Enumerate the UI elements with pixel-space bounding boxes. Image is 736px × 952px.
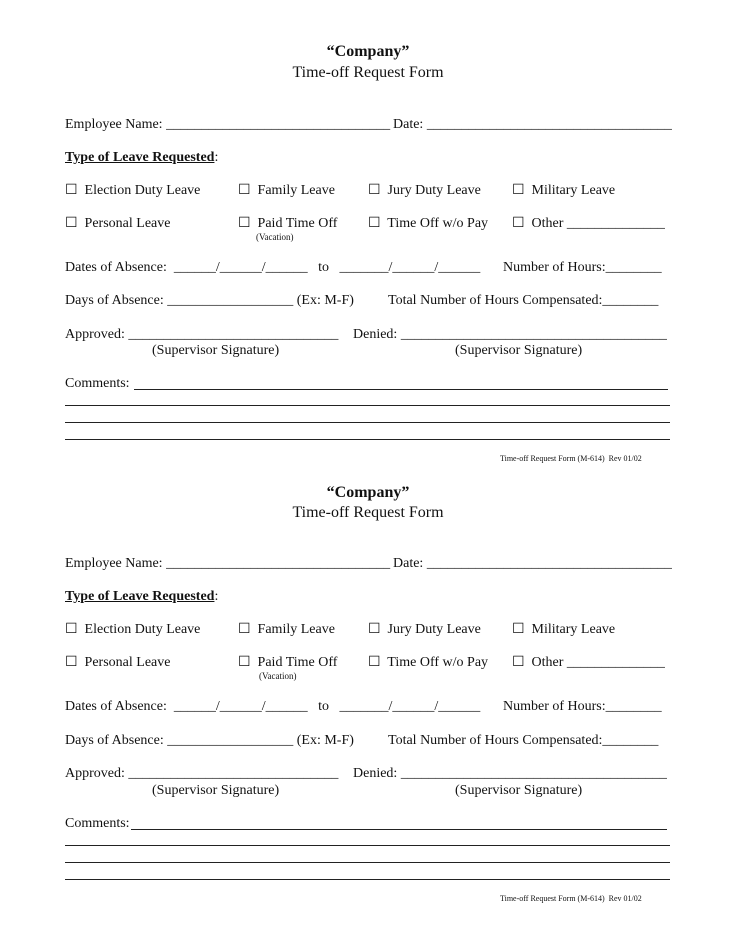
type-of-leave-heading — [65, 151, 218, 165]
comments-line[interactable] — [134, 389, 668, 390]
checkbox-time-off-without-pay[interactable]: ☐ Time Off w/o Pay — [368, 655, 489, 670]
dates-of-absence-field[interactable]: Dates of Absence: ______/______/______ to _______/______/______ — [65, 699, 481, 714]
comments-label: Comments: — [65, 816, 130, 831]
comments-line[interactable] — [65, 862, 670, 863]
company-title: “Company” — [326, 43, 410, 60]
form-title: Time-off Request Form — [292, 504, 444, 521]
vacation-note: (Vacation) — [256, 232, 294, 242]
checkbox-military-leave[interactable]: ☐ Military Leave — [512, 183, 616, 198]
type-of-leave-heading — [65, 590, 218, 604]
checkbox-election-duty-leave[interactable]: ☐ Election Duty Leave — [65, 183, 201, 198]
checkbox-paid-time-off[interactable]: ☐ Paid Time Off — [238, 655, 338, 670]
denied-supervisor-signature-caption: (Supervisor Signature) — [455, 783, 583, 798]
number-of-hours-field[interactable]: Number of Hours:________ — [503, 260, 662, 275]
type-heading-text: Type of Leave Requested — [65, 589, 215, 604]
checkbox-other[interactable]: ☐ Other ______________ — [512, 216, 665, 231]
company-title: “Company” — [326, 484, 410, 501]
approved-signature-field[interactable]: Approved: ______________________________ — [65, 327, 339, 342]
form-footer: Time-off Request Form (M-614) Rev 01/02 — [500, 894, 642, 903]
date-field[interactable]: Date: ___________________________________ — [393, 117, 672, 132]
checkbox-personal-leave[interactable]: ☐ Personal Leave — [65, 216, 171, 231]
checkbox-military-leave[interactable]: ☐ Military Leave — [512, 622, 616, 637]
employee-name-field[interactable]: Employee Name: ________________________________ — [65, 556, 391, 571]
total-hours-compensated-field[interactable]: Total Number of Hours Compensated:________ — [388, 293, 659, 308]
form-title: Time-off Request Form — [292, 64, 444, 81]
form-footer: Time-off Request Form (M-614) Rev 01/02 — [500, 454, 642, 463]
checkbox-family-leave[interactable]: ☐ Family Leave — [238, 183, 335, 198]
denied-signature-field[interactable]: Denied: ______________________________________ — [353, 766, 667, 781]
comments-line[interactable] — [65, 405, 670, 406]
checkbox-paid-time-off[interactable]: ☐ Paid Time Off — [238, 216, 338, 231]
comments-line[interactable] — [131, 829, 667, 830]
denied-supervisor-signature-caption: (Supervisor Signature) — [455, 343, 583, 358]
approved-supervisor-signature-caption: (Supervisor Signature) — [152, 783, 280, 798]
checkbox-family-leave[interactable]: ☐ Family Leave — [238, 622, 335, 637]
checkbox-personal-leave[interactable]: ☐ Personal Leave — [65, 655, 171, 670]
total-hours-compensated-field[interactable]: Total Number of Hours Compensated:________ — [388, 733, 659, 748]
comments-line[interactable] — [65, 845, 670, 846]
comments-line[interactable] — [65, 879, 670, 880]
comments-line[interactable] — [65, 439, 670, 440]
denied-signature-field[interactable]: Denied: ______________________________________ — [353, 327, 667, 342]
number-of-hours-field[interactable]: Number of Hours:________ — [503, 699, 662, 714]
approved-supervisor-signature-caption: (Supervisor Signature) — [152, 343, 280, 358]
comments-label: Comments: — [65, 376, 134, 391]
date-field[interactable]: Date: ___________________________________ — [393, 556, 672, 571]
vacation-note: (Vacation) — [259, 671, 297, 681]
checkbox-election-duty-leave[interactable]: ☐ Election Duty Leave — [65, 622, 201, 637]
dates-of-absence-field[interactable]: Dates of Absence: ______/______/______ to _______/______/______ — [65, 260, 481, 275]
checkbox-jury-duty-leave[interactable]: ☐ Jury Duty Leave — [368, 183, 481, 198]
approved-signature-field[interactable]: Approved: ______________________________ — [65, 766, 339, 781]
type-heading-colon: : — [214, 589, 219, 604]
type-heading-text: Type of Leave Requested — [65, 150, 215, 165]
checkbox-jury-duty-leave[interactable]: ☐ Jury Duty Leave — [368, 622, 481, 637]
checkbox-other[interactable]: ☐ Other ______________ — [512, 655, 665, 670]
employee-name-field[interactable]: Employee Name: ________________________________ — [65, 117, 391, 132]
type-heading-colon: : — [214, 150, 219, 165]
checkbox-time-off-without-pay[interactable]: ☐ Time Off w/o Pay — [368, 216, 489, 231]
comments-line[interactable] — [65, 422, 670, 423]
days-of-absence-field[interactable]: Days of Absence: __________________ (Ex: M-F) — [65, 733, 354, 748]
days-of-absence-field[interactable]: Days of Absence: __________________ (Ex: M-F) — [65, 293, 354, 308]
